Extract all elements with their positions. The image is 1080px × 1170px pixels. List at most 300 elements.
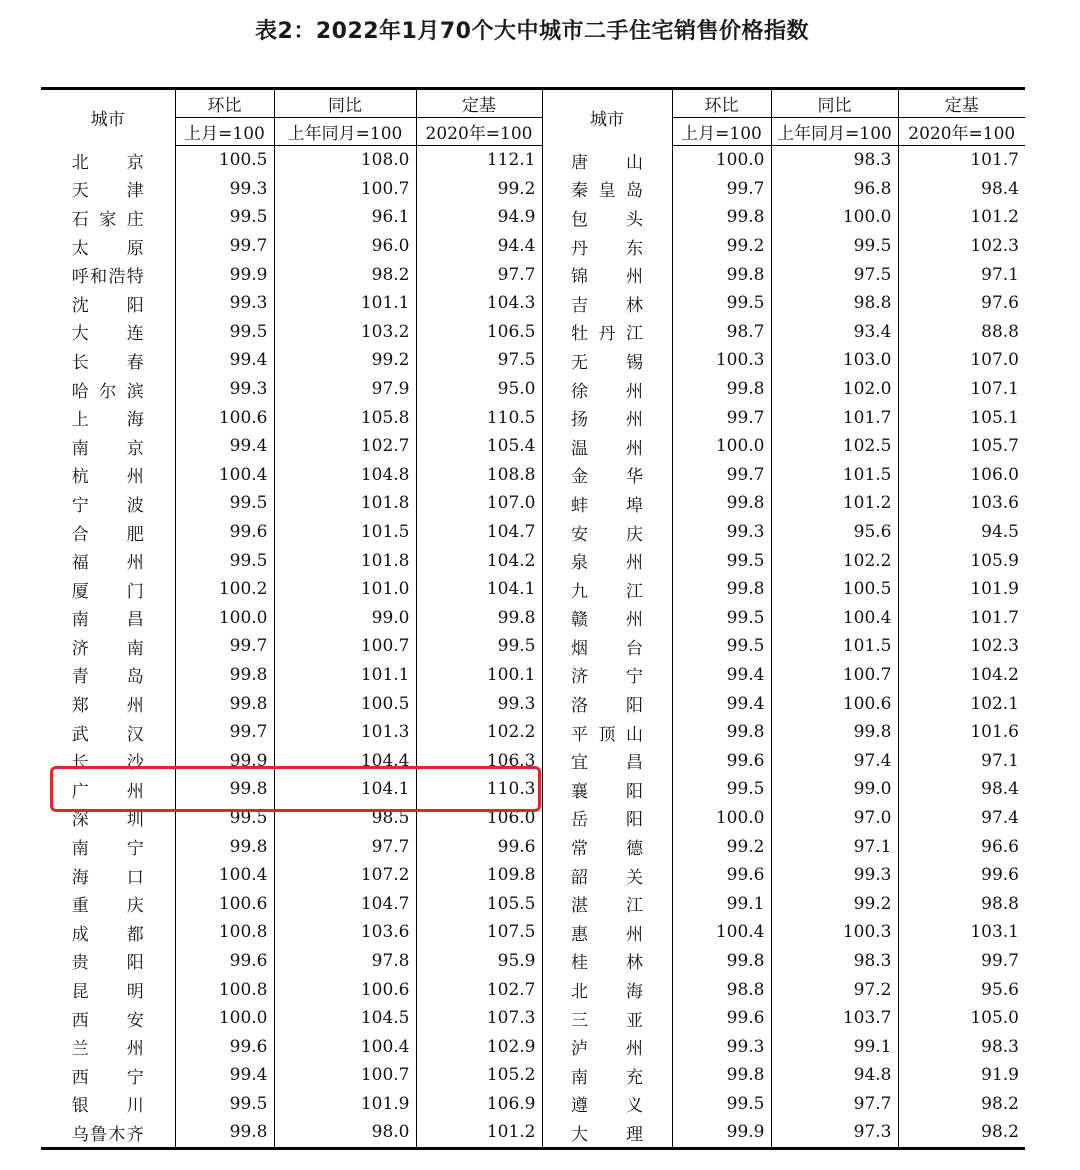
yoy-cell: 108.0 — [274, 146, 416, 175]
yoy-cell: 103.0 — [771, 346, 898, 375]
yoy-cell: 103.2 — [274, 318, 416, 347]
base-cell: 97.4 — [898, 804, 1025, 833]
city-cell — [542, 375, 672, 404]
yoy-cell: 102.5 — [771, 432, 898, 461]
base-cell: 106.0 — [416, 804, 542, 833]
table-row — [41, 232, 1025, 261]
mom-cell: 100.0 — [218, 607, 268, 628]
yoy-cell: 97.9 — [274, 375, 416, 404]
table-row — [41, 346, 1025, 375]
table-row — [41, 518, 1025, 547]
base-cell: 97.1 — [898, 746, 1025, 775]
city-cell — [41, 718, 175, 747]
mom-cell: 99.7 — [726, 407, 765, 428]
base-cell: 107.1 — [898, 375, 1025, 404]
base-cell: 106.9 — [416, 1090, 542, 1119]
city-name: 包头 — [571, 209, 643, 230]
mom-cell: 100.8 — [218, 979, 268, 1000]
yoy-cell: 98.5 — [274, 804, 416, 833]
mom-cell: 99.5 — [726, 607, 765, 628]
table-row — [41, 632, 1025, 661]
city-name: 平顶山 — [571, 724, 643, 745]
yoy-cell: 105.8 — [274, 403, 416, 432]
mom-cell: 98.7 — [726, 321, 765, 342]
city-cell — [542, 461, 672, 490]
yoy-cell: 99.8 — [771, 718, 898, 747]
yoy-cell: 94.8 — [771, 1061, 898, 1090]
base-cell: 99.7 — [898, 947, 1025, 976]
base-cell: 108.8 — [416, 461, 542, 490]
yoy-cell: 97.8 — [274, 947, 416, 976]
city-name: 吉林 — [571, 295, 643, 316]
city-name: 重庆 — [71, 896, 144, 917]
table-row — [41, 718, 1025, 747]
table-body — [41, 146, 1025, 1149]
city-name: 杭州 — [71, 467, 144, 488]
base-cell: 99.2 — [416, 175, 542, 204]
base-cell: 102.3 — [898, 232, 1025, 261]
city-cell — [41, 1032, 175, 1061]
base-cell: 107.0 — [416, 489, 542, 518]
base-cell: 105.9 — [898, 546, 1025, 575]
mom-cell: 99.5 — [726, 550, 765, 571]
table-row — [41, 403, 1025, 432]
base-cell: 105.7 — [898, 432, 1025, 461]
city-cell — [542, 804, 672, 833]
city-cell — [542, 689, 672, 718]
mom-cell: 99.5 — [726, 779, 765, 800]
mom-cell: 99.3 — [229, 379, 268, 400]
mom-cell: 99.8 — [229, 664, 268, 685]
mom-cell: 99.3 — [229, 293, 268, 314]
base-cell: 102.3 — [898, 632, 1025, 661]
mom-cell: 99.8 — [726, 264, 765, 285]
city-column-header: 城市 — [41, 89, 175, 146]
city-cell — [41, 575, 175, 604]
base-cell: 104.7 — [416, 518, 542, 547]
base-cell: 101.9 — [898, 575, 1025, 604]
yoy-cell: 101.5 — [274, 518, 416, 547]
mom-cell: 99.8 — [726, 207, 765, 228]
city-cell — [542, 403, 672, 432]
mom-cell: 99.6 — [229, 950, 268, 971]
city-cell — [41, 432, 175, 461]
city-cell — [542, 604, 672, 633]
base-cell: 104.3 — [416, 289, 542, 318]
price-index-table — [41, 87, 1025, 1150]
city-cell — [542, 146, 672, 175]
city-cell — [41, 861, 175, 890]
base-cell: 104.2 — [898, 661, 1025, 690]
city-name: 洛阳 — [571, 696, 643, 717]
table-row — [41, 975, 1025, 1004]
city-cell — [542, 289, 672, 318]
city-cell — [41, 175, 175, 204]
mom-cell: 99.7 — [229, 722, 268, 743]
mom-subheader: 上月=100 — [672, 118, 771, 146]
city-cell — [41, 375, 175, 404]
base-subheader: 2020年=100 — [898, 118, 1025, 146]
mom-cell: 99.8 — [726, 493, 765, 514]
base-cell: 107.5 — [416, 918, 542, 947]
base-cell: 99.6 — [898, 861, 1025, 890]
city-name: 赣州 — [571, 610, 643, 631]
mom-cell: 99.5 — [229, 493, 268, 514]
base-cell: 101.2 — [416, 1118, 542, 1148]
base-cell: 99.5 — [416, 632, 542, 661]
mom-cell: 99.4 — [229, 350, 268, 371]
base-cell: 91.9 — [898, 1061, 1025, 1090]
city-name: 泉州 — [571, 553, 643, 574]
mom-cell: 99.8 — [175, 1118, 274, 1148]
city-cell — [542, 947, 672, 976]
table-row — [41, 604, 1025, 633]
yoy-cell: 101.7 — [771, 403, 898, 432]
table-row — [41, 1004, 1025, 1033]
base-cell: 101.6 — [898, 718, 1025, 747]
city-name: 长沙 — [71, 753, 144, 774]
base-cell: 105.5 — [416, 889, 542, 918]
yoy-cell: 100.7 — [274, 1061, 416, 1090]
mom-cell: 99.7 — [726, 178, 765, 199]
base-cell: 106.0 — [898, 461, 1025, 490]
city-cell — [41, 1118, 175, 1148]
base-cell: 95.0 — [416, 375, 542, 404]
mom-cell: 100.6 — [218, 893, 268, 914]
city-name: 西安 — [71, 1010, 144, 1031]
city-cell — [542, 1032, 672, 1061]
base-cell: 95.9 — [416, 947, 542, 976]
mom-cell: 99.9 — [672, 1118, 771, 1148]
city-cell — [41, 661, 175, 690]
city-cell — [542, 775, 672, 804]
mom-cell: 99.7 — [726, 464, 765, 485]
city-cell — [542, 918, 672, 947]
table-row — [41, 203, 1025, 232]
mom-cell: 99.9 — [229, 264, 268, 285]
mom-cell: 100.5 — [218, 150, 268, 171]
yoy-cell: 100.7 — [771, 661, 898, 690]
table-row — [41, 689, 1025, 718]
mom-cell: 99.3 — [726, 1036, 765, 1057]
city-cell — [41, 632, 175, 661]
yoy-cell: 97.0 — [771, 804, 898, 833]
yoy-cell: 100.4 — [771, 604, 898, 633]
base-cell: 102.1 — [898, 689, 1025, 718]
base-cell: 105.0 — [898, 1004, 1025, 1033]
mom-cell: 99.8 — [726, 579, 765, 600]
city-cell — [542, 1004, 672, 1033]
city-name: 惠州 — [571, 924, 643, 945]
city-cell — [41, 260, 175, 289]
city-name: 泸州 — [571, 1039, 643, 1060]
city-name: 青岛 — [71, 667, 144, 688]
base-cell: 101.7 — [898, 146, 1025, 175]
table-row — [41, 832, 1025, 861]
city-cell — [542, 546, 672, 575]
table-row — [41, 1118, 1025, 1148]
base-cell: 96.6 — [898, 832, 1025, 861]
city-cell — [542, 203, 672, 232]
city-name: 九江 — [571, 581, 643, 602]
yoy-cell: 101.3 — [274, 718, 416, 747]
city-name: 郑州 — [71, 696, 144, 717]
yoy-cell: 100.7 — [274, 175, 416, 204]
city-name: 南昌 — [71, 610, 144, 631]
city-cell — [542, 175, 672, 204]
mom-cell: 99.9 — [229, 750, 268, 771]
mom-cell: 99.2 — [726, 236, 765, 257]
yoy-cell: 97.2 — [771, 975, 898, 1004]
base-cell: 106.5 — [416, 318, 542, 347]
city-cell — [542, 575, 672, 604]
city-cell — [542, 861, 672, 890]
yoy-cell: 100.7 — [274, 632, 416, 661]
table-row — [41, 661, 1025, 690]
yoy-cell: 99.0 — [274, 604, 416, 633]
city-name: 韶关 — [571, 867, 643, 888]
city-name: 蚌埠 — [571, 495, 643, 516]
city-cell — [41, 461, 175, 490]
base-cell: 109.8 — [416, 861, 542, 890]
city-name: 广州 — [71, 781, 144, 802]
city-name: 昆明 — [71, 982, 144, 1003]
yoy-cell: 100.5 — [274, 689, 416, 718]
yoy-subheader: 上年同月=100 — [274, 118, 416, 146]
table-row — [41, 947, 1025, 976]
mom-cell: 99.5 — [229, 550, 268, 571]
yoy-cell: 101.8 — [274, 546, 416, 575]
table-row — [41, 918, 1025, 947]
city-cell — [542, 346, 672, 375]
city-name: 呼和浩特 — [71, 267, 144, 288]
city-name: 银川 — [71, 1096, 144, 1117]
mom-cell: 99.4 — [229, 436, 268, 457]
table-row — [41, 575, 1025, 604]
base-cell: 98.4 — [898, 775, 1025, 804]
mom-cell: 100.0 — [715, 807, 765, 828]
city-cell — [542, 489, 672, 518]
city-name: 长春 — [71, 352, 144, 373]
table-row — [41, 175, 1025, 204]
base-cell: 102.9 — [416, 1032, 542, 1061]
mom-cell: 100.4 — [218, 865, 268, 886]
city-name: 北海 — [571, 982, 643, 1003]
yoy-cell: 100.5 — [771, 575, 898, 604]
base-cell: 98.3 — [898, 1032, 1025, 1061]
yoy-cell: 98.0 — [274, 1118, 416, 1148]
city-cell — [542, 232, 672, 261]
mom-column-header: 环比 — [175, 89, 274, 118]
city-cell — [542, 661, 672, 690]
city-cell — [542, 518, 672, 547]
city-cell — [41, 604, 175, 633]
yoy-cell: 97.7 — [274, 832, 416, 861]
city-name: 岳阳 — [571, 810, 643, 831]
table-row — [41, 489, 1025, 518]
mom-cell: 99.8 — [726, 950, 765, 971]
yoy-cell: 104.1 — [274, 775, 416, 804]
city-cell — [41, 346, 175, 375]
city-cell — [41, 546, 175, 575]
mom-cell: 98.8 — [726, 979, 765, 1000]
yoy-cell: 100.6 — [771, 689, 898, 718]
city-name: 南充 — [571, 1067, 643, 1088]
yoy-cell: 97.7 — [771, 1090, 898, 1119]
city-name: 哈尔滨 — [71, 381, 144, 402]
city-cell — [41, 689, 175, 718]
mom-cell: 99.8 — [229, 779, 268, 800]
city-cell — [41, 318, 175, 347]
table-row — [41, 318, 1025, 347]
mom-cell: 99.8 — [229, 693, 268, 714]
city-name: 厦门 — [71, 581, 144, 602]
base-cell: 102.2 — [416, 718, 542, 747]
city-name: 牡丹江 — [571, 324, 643, 345]
mom-cell: 99.6 — [229, 1036, 268, 1057]
yoy-cell: 96.8 — [771, 175, 898, 204]
mom-cell: 99.5 — [229, 321, 268, 342]
yoy-subheader: 上年同月=100 — [771, 118, 898, 146]
mom-column-header: 环比 — [672, 89, 771, 118]
city-cell — [41, 232, 175, 261]
base-cell: 98.8 — [898, 889, 1025, 918]
mom-cell: 99.1 — [726, 893, 765, 914]
mom-cell: 99.5 — [229, 207, 268, 228]
base-cell: 98.4 — [898, 175, 1025, 204]
yoy-cell: 104.8 — [274, 461, 416, 490]
yoy-cell: 98.2 — [274, 260, 416, 289]
yoy-cell: 98.3 — [771, 146, 898, 175]
city-cell — [41, 518, 175, 547]
mom-cell: 99.5 — [726, 636, 765, 657]
city-name: 济宁 — [571, 667, 643, 688]
city-cell — [41, 1090, 175, 1119]
table-row — [41, 1090, 1025, 1119]
yoy-cell: 97.5 — [771, 260, 898, 289]
base-cell: 97.1 — [898, 260, 1025, 289]
city-cell — [41, 918, 175, 947]
table-row — [41, 1061, 1025, 1090]
yoy-cell: 99.3 — [771, 861, 898, 890]
base-cell: 110.3 — [416, 775, 542, 804]
mom-cell: 99.7 — [229, 236, 268, 257]
base-cell: 112.1 — [416, 146, 542, 175]
mom-cell: 99.6 — [726, 1008, 765, 1029]
table-row — [41, 861, 1025, 890]
mom-cell: 99.7 — [229, 636, 268, 657]
city-cell — [41, 489, 175, 518]
table-row — [41, 1032, 1025, 1061]
city-cell — [41, 975, 175, 1004]
city-name: 海口 — [71, 867, 144, 888]
yoy-cell: 104.5 — [274, 1004, 416, 1033]
city-cell — [542, 432, 672, 461]
city-name: 深圳 — [71, 810, 144, 831]
city-name: 天津 — [71, 181, 144, 202]
yoy-cell: 101.5 — [771, 632, 898, 661]
yoy-column-header: 同比 — [771, 89, 898, 118]
city-cell — [542, 632, 672, 661]
mom-cell: 99.8 — [726, 1065, 765, 1086]
mom-cell: 100.4 — [715, 922, 765, 943]
base-cell: 98.2 — [898, 1090, 1025, 1119]
mom-cell: 100.2 — [218, 579, 268, 600]
city-cell — [41, 146, 175, 175]
yoy-cell: 102.2 — [771, 546, 898, 575]
city-name: 兰州 — [71, 1039, 144, 1060]
city-name: 南京 — [71, 438, 144, 459]
mom-cell: 99.5 — [726, 1093, 765, 1114]
city-cell — [41, 403, 175, 432]
mom-cell: 99.6 — [726, 865, 765, 886]
base-cell: 110.5 — [416, 403, 542, 432]
yoy-cell: 102.0 — [771, 375, 898, 404]
base-cell: 104.2 — [416, 546, 542, 575]
city-name: 温州 — [571, 438, 643, 459]
city-name: 上海 — [71, 410, 144, 431]
mom-cell: 99.6 — [726, 750, 765, 771]
city-name: 丹东 — [571, 238, 643, 259]
yoy-cell: 93.4 — [771, 318, 898, 347]
table-row — [41, 289, 1025, 318]
city-name: 常德 — [571, 839, 643, 860]
city-cell — [41, 289, 175, 318]
city-name: 金华 — [571, 467, 643, 488]
city-cell — [542, 1090, 672, 1119]
city-name: 秦皇岛 — [571, 181, 643, 202]
city-cell — [41, 1004, 175, 1033]
city-cell — [542, 975, 672, 1004]
base-cell: 94.4 — [416, 232, 542, 261]
yoy-cell: 104.7 — [274, 889, 416, 918]
city-name: 乌鲁木齐 — [71, 1124, 144, 1145]
city-name: 宁波 — [71, 495, 144, 516]
base-cell: 106.3 — [416, 746, 542, 775]
mom-cell: 100.6 — [218, 407, 268, 428]
mom-cell: 99.8 — [726, 379, 765, 400]
city-name: 襄阳 — [571, 781, 643, 802]
city-name: 徐州 — [571, 381, 643, 402]
city-name: 北京 — [71, 152, 144, 173]
yoy-cell: 96.0 — [274, 232, 416, 261]
base-cell: 97.6 — [898, 289, 1025, 318]
mom-cell: 99.5 — [229, 807, 268, 828]
base-cell: 99.8 — [416, 604, 542, 633]
city-cell — [542, 718, 672, 747]
mom-cell: 99.5 — [229, 1093, 268, 1114]
table-row — [41, 889, 1025, 918]
mom-cell: 99.4 — [726, 693, 765, 714]
base-cell: 99.3 — [416, 689, 542, 718]
city-name: 武汉 — [71, 724, 144, 745]
base-cell: 107.0 — [898, 346, 1025, 375]
city-cell — [542, 832, 672, 861]
table-row — [41, 461, 1025, 490]
city-name: 济南 — [71, 638, 144, 659]
mom-cell: 99.3 — [726, 522, 765, 543]
city-name: 大理 — [571, 1124, 643, 1145]
yoy-cell: 101.1 — [274, 289, 416, 318]
mom-cell: 99.8 — [726, 722, 765, 743]
yoy-cell: 97.3 — [771, 1118, 898, 1148]
city-name: 湛江 — [571, 896, 643, 917]
yoy-cell: 101.2 — [771, 489, 898, 518]
city-name: 遵义 — [571, 1096, 643, 1117]
table-row — [41, 546, 1025, 575]
yoy-cell: 107.2 — [274, 861, 416, 890]
city-name: 烟台 — [571, 638, 643, 659]
